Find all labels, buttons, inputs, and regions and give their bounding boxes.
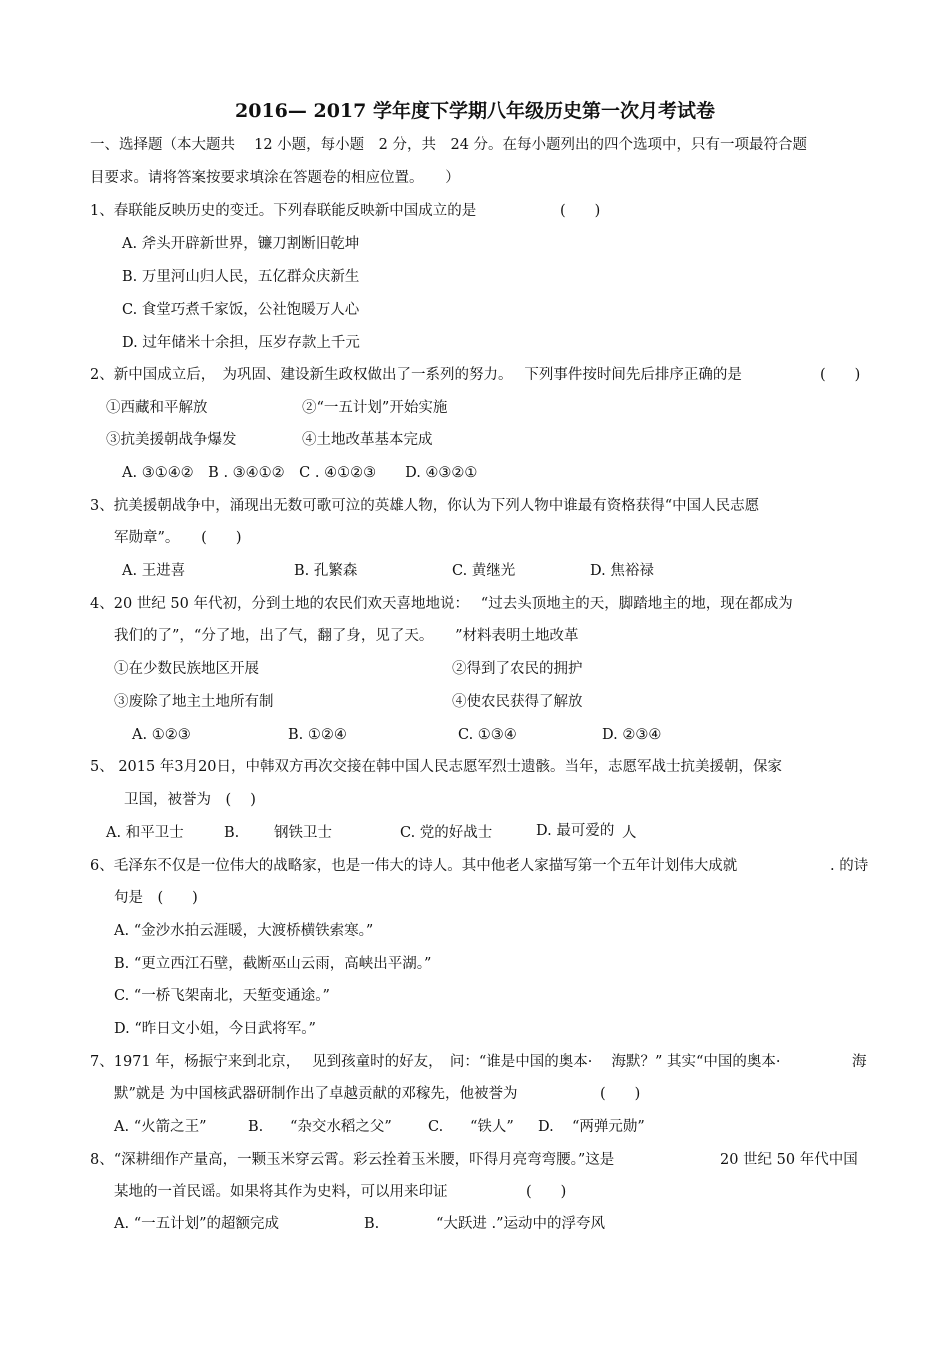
q4-statement-2: ②得到了农民的拥护 <box>452 661 583 677</box>
q4-option-a: A. ①②③ <box>132 727 191 743</box>
q2-stem: 2、新中国成立后， 为巩固、建设新生政权做出了一系列的努力。 下列事件按时间先后排序正确的是 <box>90 367 742 383</box>
q1-option-c: C. 食堂巧煮千家饭，公社饱暖万人心 <box>122 302 360 318</box>
q6-option-b: B. “更立西江石壁，截断巫山云雨，高峡出平湖。” <box>114 956 432 972</box>
q3-stem: 3、抗美援朝战争中，涌现出无数可歌可泣的英雄人物，你认为下列人物中谁最有资格获得“中国人民志愿 <box>90 498 760 514</box>
q7-stem: 7、1971 年，杨振宁来到北京， 见到孩童时的好友， 问：“谁是中国的奥本· 海默？” 其实“中国的奥本· <box>90 1054 781 1070</box>
q6-stem-tail: . 的诗 <box>830 858 869 874</box>
q6-option-d: D. “昨日文小姐，今日武将军。” <box>114 1021 316 1037</box>
q2-answer-paren: ( ) <box>820 367 861 383</box>
q4-option-c: C. ①③④ <box>458 727 517 743</box>
q2-event-4: ④土地改革基本完成 <box>302 432 433 448</box>
q3-option-c: C. 黄继光 <box>452 563 516 579</box>
q5-option-b: 钢铁卫士 <box>274 825 332 841</box>
q6-stem-cont: 句是 ( ) <box>114 890 198 906</box>
q8-option-a: A. “一五计划”的超额完成 <box>114 1216 280 1232</box>
q2-event-1: ①西藏和平解放 <box>106 400 208 416</box>
q8-stem-tail: 20 世纪 50 年代中国 <box>720 1152 858 1168</box>
q3-option-d: D. 焦裕禄 <box>590 563 654 579</box>
q7-stem-cont: 默”就是 为中国核武器研制作出了卓越贡献的邓稼先，他被誉为 <box>114 1086 518 1102</box>
q5-option-a: A. 和平卫士 <box>106 825 184 841</box>
q6-option-a: A. “金沙水拍云涯暖，大渡桥横铁索寒。” <box>114 923 374 939</box>
q6-stem: 6、毛泽东不仅是一位伟大的战略家，也是一伟大的诗人。其中他老人家描写第一个五年计划伟大成就 <box>90 858 738 874</box>
q1-option-d: D. 过年储米十余担，压岁存款上千元 <box>122 335 360 351</box>
q8-answer-paren: ( ) <box>526 1184 567 1200</box>
q1-answer-paren: ( ) <box>560 203 601 219</box>
q7-option-a: A. “火箭之王” <box>114 1119 207 1135</box>
q1-stem: 1、春联能反映历史的变迁。下列春联能反映新中国成立的是 <box>90 203 477 219</box>
q5-stem: 5、 2015 年3月20日，中韩双方再次交接在韩中国人民志愿军烈士遗骸。当年，志愿军战士抗美援朝，保家 <box>90 759 783 775</box>
q4-stem: 4、20 世纪 50 年代初，分到土地的农民们欢天喜地地说： “过去头顶地主的天，脚踏地主的地，现在都成为 <box>90 596 793 612</box>
q8-stem-cont: 某地的一首民谣。如果将其作为史料，可以用来印证 <box>114 1184 448 1200</box>
q2-event-2: ②“一五计划”开始实施 <box>302 400 448 416</box>
q4-option-b: B. ①②④ <box>288 727 347 743</box>
q7-option-b: “杂交水稻之父” <box>290 1119 392 1135</box>
q7-option-d-letter: D. <box>538 1119 554 1135</box>
q4-statement-4: ④使农民获得了解放 <box>452 694 583 710</box>
exam-title: 2016— 2017 学年度下学期八年级历史第一次月考试卷 <box>235 100 715 122</box>
q5-option-d-tail: 人 <box>622 825 637 841</box>
section-intro-line-1: 一、选择题（本大题共 12 小题，每小题 2 分，共 24 分。在每小题列出的四个选项中，只有一项最符合题 <box>90 137 808 153</box>
q7-option-c-letter: C. <box>428 1119 444 1135</box>
q7-option-c: “铁人” <box>470 1119 514 1135</box>
q4-statement-3: ③废除了地主土地所有制 <box>114 694 274 710</box>
q4-option-d: D. ②③④ <box>602 727 662 743</box>
q4-statement-1: ①在少数民族地区开展 <box>114 661 259 677</box>
q2-event-3: ③抗美援朝战争爆发 <box>106 432 237 448</box>
q1-option-a: A. 斧头开辟新世界，镰刀割断旧乾坤 <box>122 236 360 252</box>
q5-option-b-letter: B. <box>224 825 240 841</box>
q7-answer-paren: ( ) <box>600 1086 641 1102</box>
q5-stem-cont: 卫国，被誉为 ( ) <box>124 792 256 808</box>
q8-option-b-letter: B. <box>364 1216 380 1232</box>
q1-option-b: B. 万里河山归人民，五亿群众庆新生 <box>122 269 360 285</box>
q5-option-d: D. 最可爱的 <box>536 823 615 839</box>
q2-options: A. ③①④② B . ③④①② C . ④①②③ D. ④③②① <box>122 465 478 481</box>
q5-option-c: C. 党的好战士 <box>400 825 493 841</box>
q7-stem-tail: 海 <box>852 1054 867 1070</box>
q6-option-c: C. “一桥飞架南北，天堑变通途。” <box>114 988 330 1004</box>
q3-stem-cont: 军勋章”。 ( ) <box>114 530 242 546</box>
q7-option-b-letter: B. <box>248 1119 264 1135</box>
q3-option-b: B. 孔繁森 <box>294 563 358 579</box>
q3-option-a: A. 王进喜 <box>122 563 186 579</box>
q8-option-b: “大跃进 .”运动中的浮夸风 <box>436 1216 606 1232</box>
q7-option-d: “两弹元勋” <box>572 1119 645 1135</box>
q4-stem-cont: 我们的了”，“分了地，出了气，翻了身，见了天。 ”材料表明土地改革 <box>114 628 579 644</box>
section-intro-line-2: 目要求。请将答案按要求填涂在答题卷的相应位置。 ） <box>90 170 460 186</box>
q8-stem: 8、“深耕细作产量高，一颗玉米穿云霄。彩云拴着玉米腰，吓得月亮弯弯腰。”这是 <box>90 1152 615 1168</box>
